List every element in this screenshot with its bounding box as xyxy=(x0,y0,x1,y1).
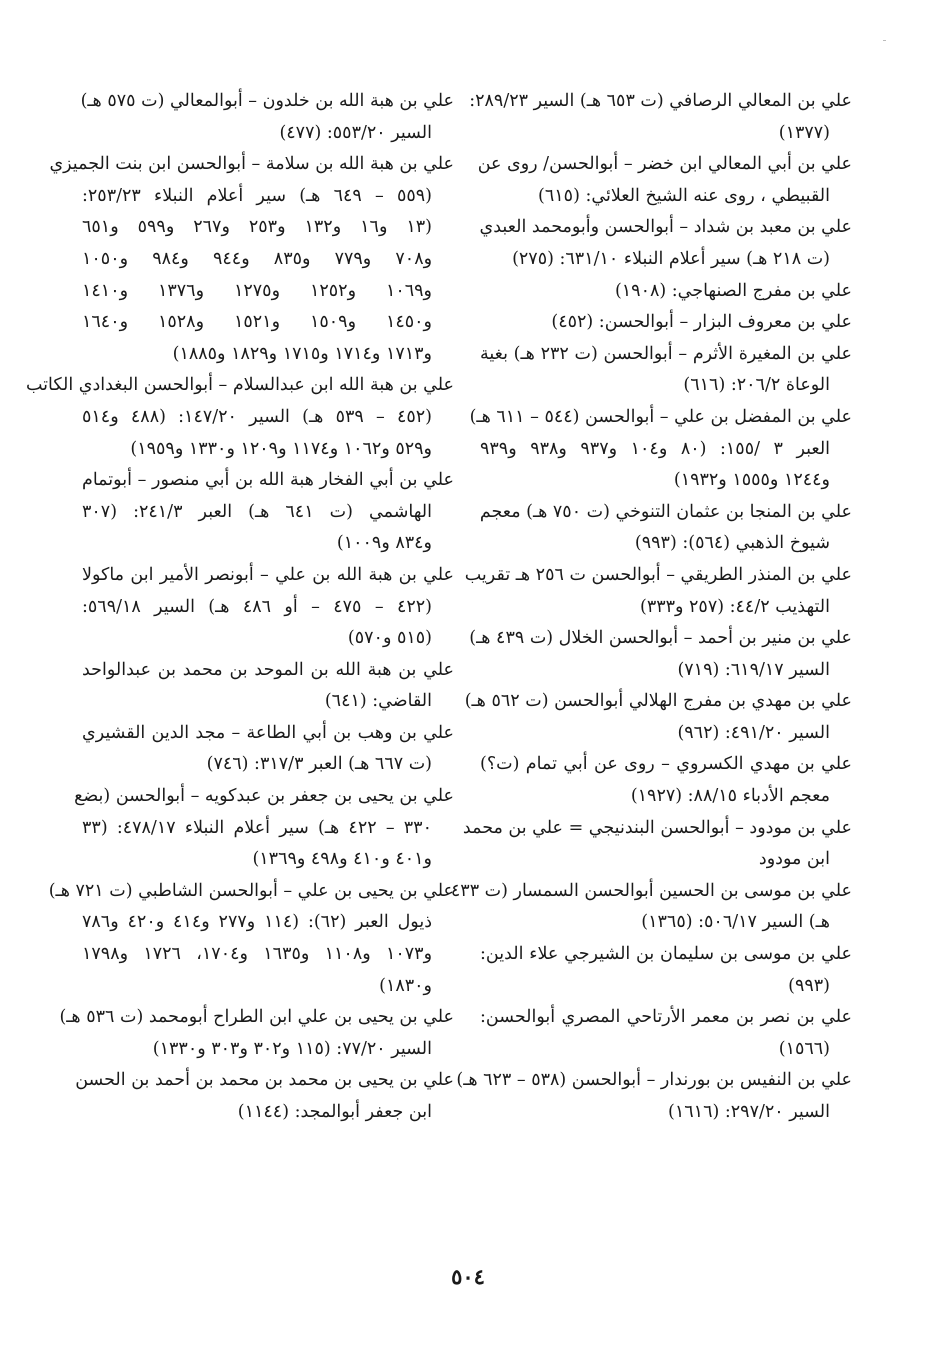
index-entry xyxy=(480,307,852,339)
entry-continuation-line: السير ٥٥٣/٢٠: (٤٧٧) xyxy=(279,122,432,143)
index-entry xyxy=(480,497,852,560)
entry-continuation-line: الوعاة ٢٠٦/٢: (٦١٦) xyxy=(683,375,830,396)
page-mark xyxy=(883,40,886,41)
entry-heading-line: علي بن المعالي الرصافي (ت ٦٥٣ هـ) السير ٢٨٩/٢٣: xyxy=(469,91,852,111)
entry-heading-line: علي بن هبة الله بن خلدون – أبوالمعالي (ت ٥٧٥ هـ) xyxy=(80,91,454,111)
entry-continuation-line: هـ) السير ٥٠٦/١٧: (١٣٦٥) xyxy=(641,912,830,933)
entry-continuation-line: القاضي: (٦٤١) xyxy=(324,691,432,712)
index-entry xyxy=(456,1065,852,1128)
entry-continuation-line: العبر ٣ /١٥٥: (٨٠ و١٠٤ و٩٣٧ و٩٣٨ و٩٣٩ xyxy=(480,438,831,459)
index-entry xyxy=(450,876,852,939)
entry-heading-line: علي بن المنجا بن عثمان التنوخي (ت ٧٥٠ هـ) معجم xyxy=(479,501,852,522)
entry-continuation-line: ابن جعفر أبوالمجد: (١١٤٤) xyxy=(237,1102,432,1122)
entry-continuation-line: و٥٢٩ و١٠٦٢ و١١٧٤ و١٢٠٩ و١٣٣٠ و١٩٥٩) xyxy=(130,438,432,459)
entry-heading-line: علي بن المغيرة الأثرم – أبوالحسن (ت ٢٣٢ هـ) بغية xyxy=(480,343,852,364)
entry-heading-line: علي بن هبة الله بن الموحد بن محمد بن عبدالواحد xyxy=(82,659,454,680)
index-entry xyxy=(25,370,454,465)
entry-continuation-line: و١٤٥٠ و١٥٠٩ و١٥٢١ و١٥٢٨ و١٦٤٠ xyxy=(82,312,432,333)
entry-heading-line: علي بن موسى بن الحسين أبوالحسن السمسار (ت ٤٣٣ xyxy=(450,880,852,901)
entry-heading-line: علي بن يحيى بن علي ابن الطراح أبومحمد (ت ٥٣٦ هـ) xyxy=(59,1007,454,1028)
entry-continuation-line: (١٣ و١٦ و١٣٢ و٢٥٣ و٢٦٧ و٥٩٩ و٦٥١ xyxy=(82,217,432,238)
entry-continuation-line: و١٢٤٤ و١٥٥٥ و١٩٣٢) xyxy=(673,470,830,491)
index-entry xyxy=(82,86,454,149)
entry-heading-line: علي بن وهب بن أبي الطاعة – مجد الدين القشيري xyxy=(82,722,454,743)
entry-continuation-line: (٥٥٩ – ٦٤٩ هـ) سير أعلام النبلاء ٢٥٣/٢٣: xyxy=(82,185,432,206)
index-entry xyxy=(480,276,852,308)
index-entry xyxy=(480,1002,852,1065)
entry-heading-line: علي بن يحيى بن علي – أبوالحسن الشاطبي (ت ٧٢١ هـ) xyxy=(48,880,454,901)
index-entry xyxy=(82,465,454,560)
index-entry xyxy=(480,749,852,812)
index-entry xyxy=(464,560,852,623)
entry-continuation-line: (٤٢٢ – ٤٧٥ – أو ٤٨٦ هـ) السير ٥٦٩/١٨: xyxy=(82,596,432,617)
entry-continuation-line: السير ٢٩٧/٢٠: (١٦١٦) xyxy=(668,1102,830,1122)
entry-heading-line: علي بن نصر بن معمر الأرتاحي المصري أبوالحسن: xyxy=(480,1007,852,1028)
entry-continuation-line: و٨٣٤ و١٠٠٩) xyxy=(336,533,432,554)
entry-continuation-line: و١٧١٣ و١٧١٤ و١٧١٥ و١٨٢٩ و١٨٨٥) xyxy=(172,343,432,364)
entry-heading-line: علي بن مهدي بن مفرج الهلالي أبوالحسن (ت ٥٦٢ هـ) xyxy=(464,691,852,712)
entry-heading-line: علي بن منير بن أحمد – أبوالحسن الخلال (ت ٤٣٩ هـ) xyxy=(469,628,852,649)
index-entry xyxy=(75,1065,454,1128)
entry-continuation-line: و٧٠٨ و٧٧٩ و٨٣٥ و٩٤٤ و٩٨٤ و١٠٥٠ xyxy=(82,248,433,269)
index-entry xyxy=(480,339,852,402)
index-entry xyxy=(469,86,852,149)
index-entry xyxy=(82,718,454,781)
entry-heading-line: علي بن المفضل بن علي – أبوالحسن (٥٤٤ – ٦١١ هـ) xyxy=(469,406,852,427)
entry-heading-line: علي بن هبة الله ابن عبدالسلام – أبوالحسن البغدادي الكاتب xyxy=(25,375,454,396)
entry-continuation-line: (٤٥٢ – ٥٣٩ هـ) السير ١٤٧/٢٠: (٤٨٨ و٥١٤ xyxy=(82,406,432,427)
entry-continuation-line: السير ٤٩١/٢٠: (٩٦٢) xyxy=(677,722,830,743)
index-entry xyxy=(82,560,454,655)
entry-heading-line: علي بن هبة الله بن علي – أبونصر الأمير ابن ماكولا xyxy=(82,564,454,585)
entry-continuation-line: و١٨٣٠) xyxy=(379,975,432,996)
entry-continuation-line: ذيول العبر (٦٢): (١١٤ و٢٧٧ و٤١٤ و٤٢٠ و٧٨٦ xyxy=(82,912,433,933)
entry-continuation-line: معجم الأدباء ٨٨/١٥: (١٩٢٧) xyxy=(630,786,830,807)
entry-continuation-line: ٣٣٠ – ٤٢٢ هـ) سير أعلام النبلاء ٤٧٨/١٧: (٣٣ xyxy=(82,817,432,838)
entry-heading-line: علي بن يحيى بن محمد بن محمد بن أحمد بن الحسن xyxy=(75,1070,454,1091)
entry-heading-line: علي بن مودود – أبوالحسن البندنيجي = علي بن محمد xyxy=(462,817,852,838)
index-entry xyxy=(464,686,852,749)
entry-continuation-line: (ت ٢١٨ هـ) سير أعلام النبلاء ٦٣١/١٠: (٢٧٥) xyxy=(512,248,830,269)
entry-continuation-line: شيوخ الذهبي (٥٦٤): (٩٩٣) xyxy=(634,533,830,554)
index-entry xyxy=(82,655,454,718)
entry-continuation-line: السير ٧٧/٢٠: (١١٥ و٣٠٢ و٣٠٣ و١٣٣٠) xyxy=(152,1038,432,1059)
entry-continuation-line: ابن مودود xyxy=(758,849,830,870)
entry-continuation-line: السير ٦١٩/١٧: (٧١٩) xyxy=(677,659,830,680)
index-entry xyxy=(469,623,852,686)
entry-heading-line: علي بن يحيى بن جعفر بن عبدكويه – أبوالحسن (بضع xyxy=(74,786,454,807)
entry-continuation-line: القبيطي ، روى عنه الشيخ العلائي: (٦١٥) xyxy=(538,185,830,206)
index-entry xyxy=(74,781,454,876)
page-number: ٥٠٤ xyxy=(451,1264,485,1289)
entry-heading-line: علي بن أبي الفخار هبة الله بن أبي منصور – أبوتمام xyxy=(82,470,454,491)
entry-continuation-line: التهذيب ٤٤/٢: (٢٥٧ و٣٣٣) xyxy=(639,596,830,617)
entry-heading-line: علي بن مهدي الكسروي – روى عن أبي تمام (ت؟) xyxy=(480,754,852,775)
entry-heading-line: علي بن مفرج الصنهاجي: (١٩٠٨) xyxy=(614,280,852,301)
index-entry xyxy=(480,212,852,275)
index-entry xyxy=(477,149,852,212)
entry-heading-line: علي بن معروف البزار – أبوالحسن: (٤٥٢) xyxy=(551,312,852,333)
entry-continuation-line: و١٠٦٩ و١٢٥٢ و١٢٧٥ و١٣٧٦ و١٤١٠ xyxy=(82,280,432,301)
entry-heading-line: علي بن معبد بن شداد – أبوالحسن وأبومحمد العبدي xyxy=(479,217,852,238)
entry-continuation-line: (ت ٦٦٧ هـ) العبر ٣١٧/٣: (٧٤٦) xyxy=(206,754,432,775)
index-entry xyxy=(49,149,454,370)
entry-continuation-line: و١٠٧٣ و١١٠٨ و١٦٣٥ و١٧٠٤، ١٧٢٦ و١٧٩٨ xyxy=(82,944,433,965)
entry-heading-line: علي بن النفيس بن بورندار – أبوالحسن (٥٣٨ – ٦٢٣ هـ) xyxy=(456,1070,852,1091)
entry-continuation-line: و٤٠١ و٤١٠ و٤٩٨ و١٣٦٩) xyxy=(252,849,432,870)
index-entry xyxy=(469,402,852,497)
index-column-left xyxy=(25,86,454,1129)
entry-continuation-line: الهاشمي (ت ٦٤١ هـ) العبر ٢٤١/٣: (٣٠٧ xyxy=(82,501,432,522)
index-entry xyxy=(462,813,852,876)
entry-heading-line: علي بن المنذر الطريقي – أبوالحسن ت ٢٥٦ هـ تقريب xyxy=(464,564,852,585)
entry-continuation-line: (١٣٧٧) xyxy=(778,122,830,143)
entry-heading-line: علي بن هبة الله بن سلامة – أبوالحسن ابن بنت الجميزي xyxy=(49,154,454,175)
index-entry xyxy=(48,876,454,1002)
index-entry xyxy=(59,1002,454,1065)
entry-continuation-line: (٩٩٣) xyxy=(788,975,830,996)
entry-continuation-line: (٥١٥ و٥٧٠) xyxy=(347,628,432,649)
entry-heading-line: علي بن أبي المعالي ابن خضر – أبوالحسن/ روى عن xyxy=(477,154,852,175)
index-entry xyxy=(480,939,852,1002)
entry-heading-line: علي بن موسى بن سليمان بن الشيرجي علاء الدين: xyxy=(480,944,852,965)
index-column-right xyxy=(450,86,852,1129)
entry-continuation-line: (١٥٦٦) xyxy=(778,1038,830,1059)
